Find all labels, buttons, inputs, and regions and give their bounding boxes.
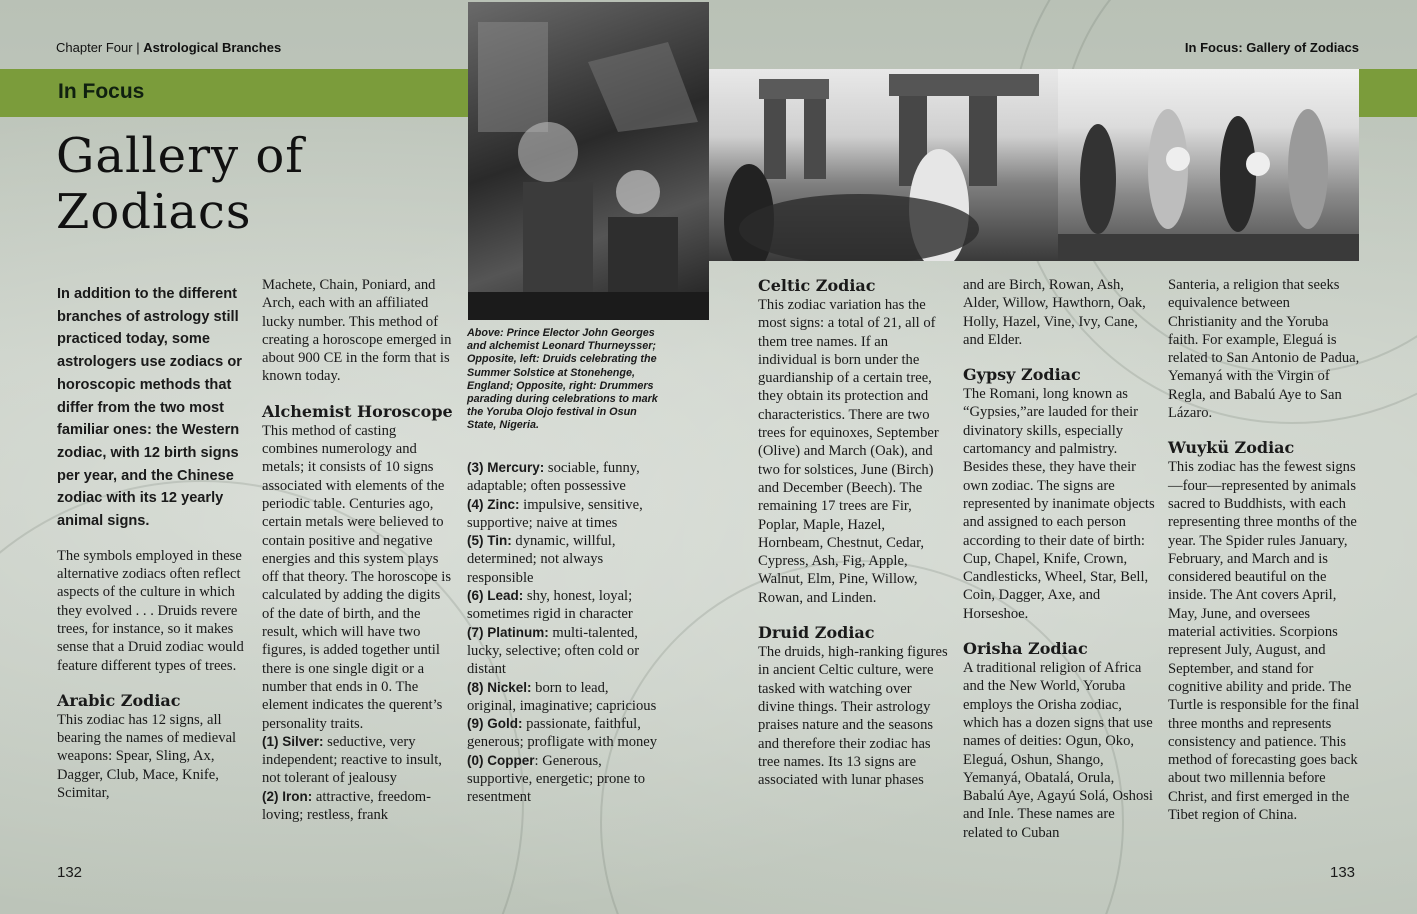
druid-zodiac-text: The druids, high-ranking figures in ancient Celtic culture, were tasked with watching over divine things. Their astrology praises nature and the seasons and therefore their zodiac has tree names. Its 13 signs are associated with lunar phases [758, 644, 948, 789]
header-separator: | [132, 40, 144, 55]
intro-paragraph: In addition to the different branches of astrology still practiced today, some astrologers use zodiacs or horoscopic methods that differ from the two most familiar ones: the Western zodiac, with 12 birth signs per year, and the Chinese zodiac with its 12 yearly animal signs. [57, 286, 242, 530]
page-number-left: 132 [57, 864, 83, 881]
yoruba-drummers-image [1058, 69, 1359, 261]
column-6 [1168, 276, 1360, 824]
symbols-paragraph: The symbols employed in these alternative zodiacs often reflect aspects of the culture in which they evolved . . . Druids revere trees, for instance, so it makes sense that a Druid zodiac would feature different types of trees. [57, 547, 244, 674]
druid-zodiac-heading: Druid Zodiac [758, 623, 875, 643]
alchemist-engraving-image [468, 2, 709, 320]
column-4 [758, 276, 950, 789]
metal-item: (4) Zinc: impulsive, sensitive, supportive; naive at times [467, 496, 643, 531]
arabic-zodiac-text: This zodiac has 12 signs, all bearing the names of medieval weapons: Spear, Sling, Ax, Dagger, Club, Mace, Knife, Scimitar, [57, 711, 237, 801]
in-focus-banner-right [1359, 69, 1417, 117]
celtic-zodiac-text: This zodiac variation has the most signs: a total of 21, all of them tree names. If an individual is born under the guardianship of a certain tree, they obtain its protection and characteristics. There are two trees for equinoxes, September (Olive) and March (Oak), and two for solstices, June (Birch) and December (Beech). The remaining 17 trees are Fir, Poplar, Maple, Hazel, Hornbeam, Chestnut, Cedar, Cypress, Ash, Fig, Apple, Walnut, Elm, Pine, Willow, Rowan, and Linden. [758, 297, 939, 606]
stonehenge-druids-image [709, 69, 1058, 261]
alchemist-horoscope-heading: Alchemist Horoscope [262, 401, 453, 421]
metal-item: (0) Copper: Generous, supportive, energetic; prone to resentment [467, 752, 646, 806]
page-title [56, 128, 436, 240]
metal-item: (7) Platinum: multi-talented, lucky, selective; often cold or distant [467, 624, 640, 678]
arabic-zodiac-heading: Arabic Zodiac [57, 690, 181, 710]
running-header-left [56, 40, 281, 55]
orisha-zodiac-text: A traditional religion of Africa and the New World, Yoruba employs the Orisha zodiac, which has a dozen signs that use names of deities: Ogun, Oko, Eleguá, Oshun, Shango, Yemanyá, Obatalá, Orula, Babalú Aye, Agayú Solá, Oshosi and Inle. These names are related to Cuban [963, 660, 1153, 841]
metal-item: (2) Iron: attractive, freedom-loving; restless, frank [262, 788, 431, 824]
chapter-label: Chapter Four [56, 40, 133, 55]
stonehenge-illustration [709, 69, 1058, 261]
druid-zodiac-continued: and are Birch, Rowan, Ash, Alder, Willow, Hawthorn, Oak, Holly, Hazel, Vine, Ivy, Cane, and Elder. [963, 277, 1146, 348]
page-number-right: 133 [1330, 864, 1356, 881]
column-5 [963, 276, 1155, 842]
alchemist-horoscope-text: This method of casting combines numerology and metals; it consists of 10 signs associated with elements of the periodic table. Centuries ago, certain metals were believed to contain positive and negative energies and this system plays off that theory. The horoscope is calculated by adding the digits of the date of birth, and the result, which will have two figures, is added together until there is one single digit or a number that ends in 0. The element indicates the querent’s personality traits. [262, 422, 451, 732]
metal-item: (5) Tin: dynamic, willful, determined; not always responsible [467, 533, 616, 586]
drummers-illustration [1058, 69, 1359, 261]
metal-item: (8) Nickel: born to lead, original, imaginative; capricious [467, 679, 657, 714]
metal-item: (6) Lead: shy, honest, loyal; sometimes rigid in character [467, 588, 633, 623]
gypsy-zodiac-heading: Gypsy Zodiac [963, 365, 1081, 385]
metal-item: (3) Mercury: sociable, funny, adaptable; often possessive [467, 460, 640, 495]
celtic-zodiac-heading: Celtic Zodiac [758, 276, 876, 295]
title-line-1: Gallery of [56, 128, 305, 184]
section-label: Astrological Branches [143, 40, 282, 55]
gypsy-zodiac-text: The Romani, long known as “Gypsies,”are lauded for their divinatory skills, especially cartomancy and palmistry. Besides these, they have their own zodiac. The signs are represented by inanimate objects and assigned to each person according to their date of birth: Cup, Chapel, Knife, Crown, Candlesticks, Wheel, Star, Bell, Coin, Dagger, Axe, and Horseshoe. [963, 386, 1155, 622]
in-focus-label: In Focus [58, 80, 145, 103]
arabic-zodiac-continued: Machete, Chain, Poniard, and Arch, each with an affiliated lucky number. This method of creating a horoscope emerged in about 900 CE in the form that is known today. [262, 277, 452, 385]
metal-item: (9) Gold: passionate, faithful, generous; profligate with money [467, 716, 658, 751]
engraving-illustration [468, 2, 709, 320]
orisha-zodiac-heading: Orisha Zodiac [963, 639, 1088, 659]
wuyku-zodiac-text: This zodiac has the fewest signs—four—represented by animals sacred to Buddhists, with each representing three months of the year. The Spider rules January, February, and March and is considered beautiful on the inside. The Ant covers April, May, June, and oversees material activities. Scorpions represent July, August, and September, and stand for cognitive ability and pride. The Turtle is responsible for the final three months and represents consistency and patience. This method of forecasting goes back about two millennia before Christ, and first emerged in the Tibet region of China. [1168, 459, 1360, 824]
title-line-2: Zodiacs [56, 184, 252, 240]
column-1 [57, 283, 249, 802]
column-3 [467, 459, 659, 807]
column-2 [262, 276, 454, 824]
photo-caption: Above: Prince Elector John Georges and alchemist Leonard Thurneysser; Opposite, left: Druids celebrating the Summer Solstice at Stonehenge, England; Opposite, right: Drummers parading during celebrations to mark the Yoruba Olojo festival in Osun State, Nigeria. [467, 327, 658, 432]
running-header-right: In Focus: Gallery of Zodiacs [1184, 40, 1359, 55]
metal-item: (1) Silver: seductive, very independent; reactive to insult, not tolerant of jealousy [262, 733, 442, 787]
orisha-zodiac-continued: Santeria, a religion that seeks equivalence between Christianity and the Yoruba faith. For example, Eleguá is related to San Antonio de Padua, Yemanyá with the Virgin of Regla, and Babalú Aye to San Lázaro. [1168, 277, 1360, 422]
wuyku-zodiac-heading: Wuykü Zodiac [1168, 438, 1295, 458]
